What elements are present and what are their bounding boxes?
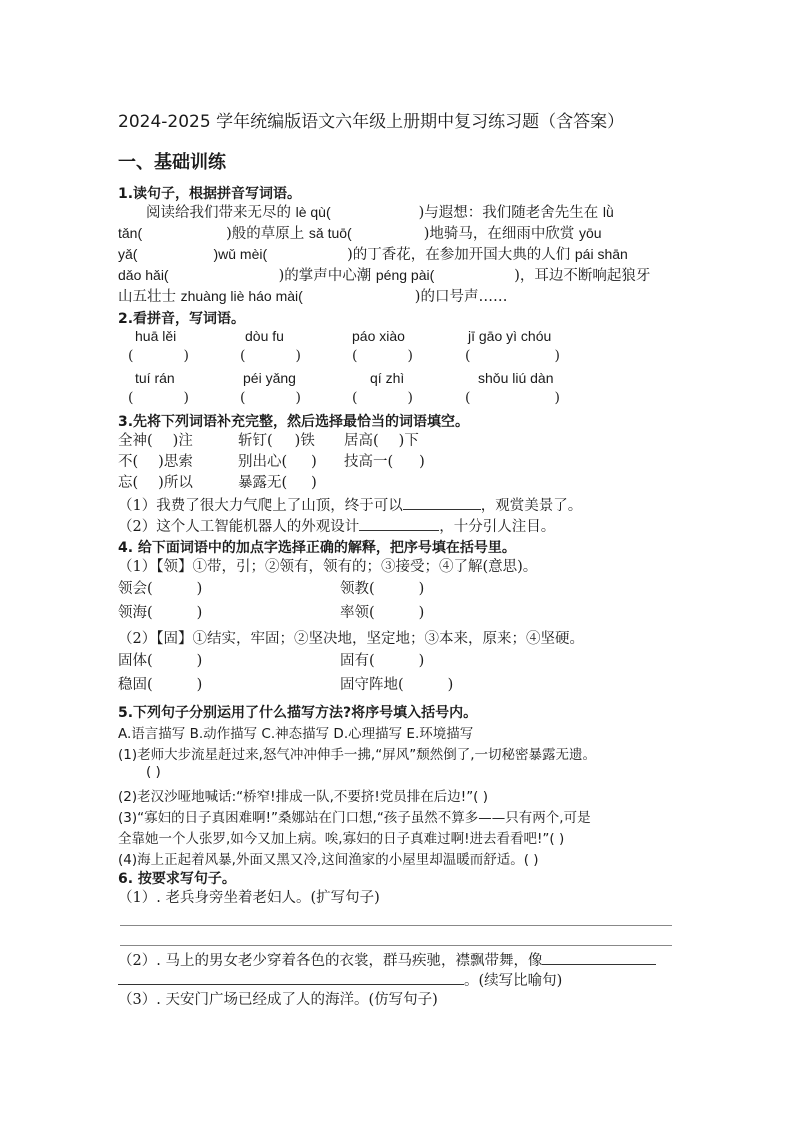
idiom-row [344, 432, 419, 450]
pinyin-item: péi yǎng [243, 370, 296, 386]
word-item [118, 604, 202, 622]
q1-pinyin: lè qù( [295, 204, 331, 220]
sentence-text: （2）. 马上的男女老少穿着各色的衣裳，群马疾驰，襟飘带舞，像 [118, 953, 543, 969]
q5-heading: 5.下列句子分别运用了什么描写方法?将序号填入括号内。 [118, 705, 478, 721]
idiom-text: 暴露无( [238, 475, 288, 491]
paren-close: ) [183, 390, 189, 406]
q1-pinyin: dǎo hǎi( [118, 267, 169, 283]
paren-open: ( [128, 348, 134, 364]
word-item [118, 652, 202, 670]
idiom-row [238, 474, 317, 492]
paren-close: ) [407, 390, 413, 406]
pinyin-item: jī gāo yì chóu [468, 328, 552, 344]
q1-text: )与遐想：我们随老舍先生在 [418, 205, 599, 221]
q1-pinyin: lǜ [602, 204, 614, 220]
idiom-text: )下 [398, 433, 419, 449]
pinyin-item: huā lěi [135, 328, 177, 344]
answer-box[interactable]: ( ) [146, 764, 161, 780]
pinyin-item: páo xiào [352, 328, 405, 344]
idiom-row [118, 453, 193, 471]
word-item [340, 604, 424, 622]
word-text: 领会( [118, 581, 153, 597]
idiom-text: )注 [172, 433, 193, 449]
answer-box[interactable] [352, 348, 413, 364]
q1-text: )的口号声…… [414, 289, 508, 305]
q1-text: 阅读给我们带来无尽的 [146, 205, 291, 221]
sentence-text: （1）我费了很大力气爬上了山顶，终于可以 [118, 498, 403, 514]
q3-heading: 3.先将下列词语补充完整，然后选择最恰当的词语填空。 [118, 414, 470, 430]
word-text: ) [196, 581, 203, 597]
idiom-text: ) [311, 454, 317, 470]
paren-open: ( [465, 390, 471, 406]
idiom-row [238, 453, 317, 471]
paren-open: ( [352, 348, 358, 364]
q1-text: )的掌声中心潮 [278, 268, 372, 284]
paren-close: ) [295, 390, 301, 406]
q6-item-1: （1）. 老兵身旁坐着老妇人。(扩写句子) [118, 890, 380, 906]
word-text: ) [418, 605, 425, 621]
answer-box[interactable] [352, 390, 413, 406]
idiom-text: ) [419, 454, 425, 470]
word-text: 固守阵地( [340, 677, 404, 693]
pinyin-item: shǒu liú dàn [478, 370, 554, 386]
q6-item-3: （3）. 天安门广场已经成了人的海洋。(仿写句子) [118, 992, 438, 1008]
idiom-row [118, 474, 193, 492]
word-text: 领教( [340, 581, 375, 597]
answer-line[interactable] [120, 945, 672, 946]
q1-pinyin: sǎ tuō( [308, 225, 352, 241]
paren-open: ( [128, 390, 134, 406]
word-item [340, 580, 424, 598]
q1-line-5 [118, 287, 507, 306]
q1-heading: 1.读句子，根据拼音写词语。 [118, 186, 302, 202]
q1-text: )地骑马，在细雨中欣赏 [423, 226, 575, 242]
idiom-text: 不( [118, 454, 139, 470]
pinyin-item: qí zhì [370, 370, 405, 386]
word-text: 固有( [340, 653, 375, 669]
word-item [118, 676, 202, 694]
fill-blank[interactable] [118, 970, 464, 985]
q1-pinyin: yǎ( [118, 246, 138, 262]
document-title: 2024-2025 学年统编版语文六年级上册期中复习练习题（含答案） [118, 112, 625, 132]
q5-sentence: (4)海上正起着风暴,外面又黑又冷,这间渔家的小屋里却温暖而舒适。( ) [118, 852, 539, 868]
sentence-text: 。(续写比喻句) [464, 973, 563, 989]
word-text: ) [418, 653, 425, 669]
answer-box[interactable] [240, 390, 301, 406]
q1-line-4 [118, 266, 650, 285]
q1-pinyin: tǎn( [118, 225, 143, 241]
paren-close: ) [554, 348, 560, 364]
answer-line[interactable] [120, 925, 672, 926]
q5-sentence: (3)“寡妇的日子真困难啊!”桑娜站在门口想,“孩子虽然不算多——只有两个,可是 [118, 810, 591, 826]
word-text: ) [196, 677, 203, 693]
idiom-text: )铁 [294, 433, 315, 449]
idiom-row [118, 432, 193, 450]
sentence-text: ，观赏美景了。 [480, 498, 583, 514]
q1-pinyin: )wǔ mèi( [213, 246, 268, 262]
paren-close: ) [407, 348, 413, 364]
answer-box[interactable] [240, 348, 301, 364]
q3-sentence-2 [118, 516, 555, 536]
word-item [340, 676, 453, 694]
paren-open: ( [352, 390, 358, 406]
answer-box[interactable] [128, 348, 189, 364]
q1-text: )，耳边不断响起狼牙 [514, 268, 651, 284]
idiom-text: 技高一( [344, 454, 394, 470]
word-item [118, 580, 202, 598]
q4-definition-1: （1）【领】①带，引；②领有，领有的；③接受；④了解(意思)。 [118, 559, 538, 575]
q5-sentence: 全靠她一个人张罗,如今又加上病。唉,寡妇的日子真难过啊!进去看看吧!”( ) [118, 831, 565, 847]
pinyin-item: dòu fu [245, 328, 284, 344]
idiom-text: 斩钉( [238, 433, 273, 449]
idiom-text: )所以 [158, 475, 193, 491]
q4-heading: 4. 给下面词语中的加点字选择正确的解释，把序号填在括号里。 [118, 540, 516, 556]
word-text: 率领( [340, 605, 375, 621]
sentence-text: ，十分引人注目。 [439, 519, 556, 535]
q2-heading: 2.看拼音，写词语。 [118, 311, 246, 327]
paren-open: ( [240, 348, 246, 364]
q1-line-2 [118, 224, 602, 243]
paren-close: ) [554, 390, 560, 406]
word-text: 稳固( [118, 677, 153, 693]
idiom-text: 别出心( [238, 454, 288, 470]
q3-sentence-1 [118, 495, 582, 515]
idiom-text: ) [311, 475, 317, 491]
fill-blank[interactable] [542, 950, 656, 965]
word-text: ) [418, 581, 425, 597]
word-text: 领海( [118, 605, 153, 621]
q1-pinyin: péng pài( [375, 267, 435, 283]
paren-close: ) [295, 348, 301, 364]
word-item [340, 652, 424, 670]
idiom-row [238, 432, 315, 450]
word-text: ) [196, 605, 203, 621]
sentence-text: （2）这个人工智能机器人的外观设计 [118, 519, 360, 535]
q1-pinyin: yōu [578, 225, 602, 241]
answer-box[interactable] [128, 390, 189, 406]
word-text: ) [447, 677, 454, 693]
pinyin-item: tuí rán [135, 370, 175, 386]
q6-heading: 6. 按要求写句子。 [118, 871, 236, 887]
idiom-text: )思索 [158, 454, 193, 470]
idiom-text: 忘( [118, 475, 139, 491]
q1-text: )般的草原上 [226, 226, 305, 242]
paren-close: ) [183, 348, 189, 364]
q1-text: 山五壮士 [118, 289, 176, 305]
section-heading: 一、基础训练 [118, 152, 226, 173]
q1-line-1 [146, 203, 614, 222]
word-text: 固体( [118, 653, 153, 669]
q6-item-2-cont [118, 970, 562, 990]
fill-blank[interactable] [403, 495, 481, 510]
paren-open: ( [240, 390, 246, 406]
q5-sentence: (1)老师大步流星赶过来,怒气冲冲伸手一拂,“屏风”颓然倒了,一切秘密暴露无遗。 [118, 747, 596, 763]
idiom-row [344, 453, 425, 471]
answer-box[interactable] [465, 348, 560, 364]
idiom-text: 全神( [118, 433, 153, 449]
fill-blank[interactable] [359, 516, 439, 531]
q5-sentence: (2)老汉沙哑地喊话:“桥窄!排成一队,不要挤!党员排在后边!”( ) [118, 789, 489, 805]
q6-item-2 [118, 950, 656, 970]
q1-pinyin: zhuàng liè háo mài( [180, 288, 303, 304]
answer-box[interactable] [465, 390, 560, 406]
paren-open: ( [465, 348, 471, 364]
q1-line-3 [118, 245, 628, 264]
idiom-text: 居高( [344, 433, 379, 449]
q5-options: A.语言描写 B.动作描写 C.神态描写 D.心理描写 E.环境描写 [118, 726, 474, 742]
word-text: ) [196, 653, 203, 669]
q4-definition-2: （2）【固】①结实，牢固；②坚决地，坚定地；③本来，原来；④坚硬。 [118, 631, 584, 647]
q1-text: )的丁香花，在参加开国大典的人们 [347, 247, 571, 263]
q1-pinyin: pái shān [574, 246, 628, 262]
